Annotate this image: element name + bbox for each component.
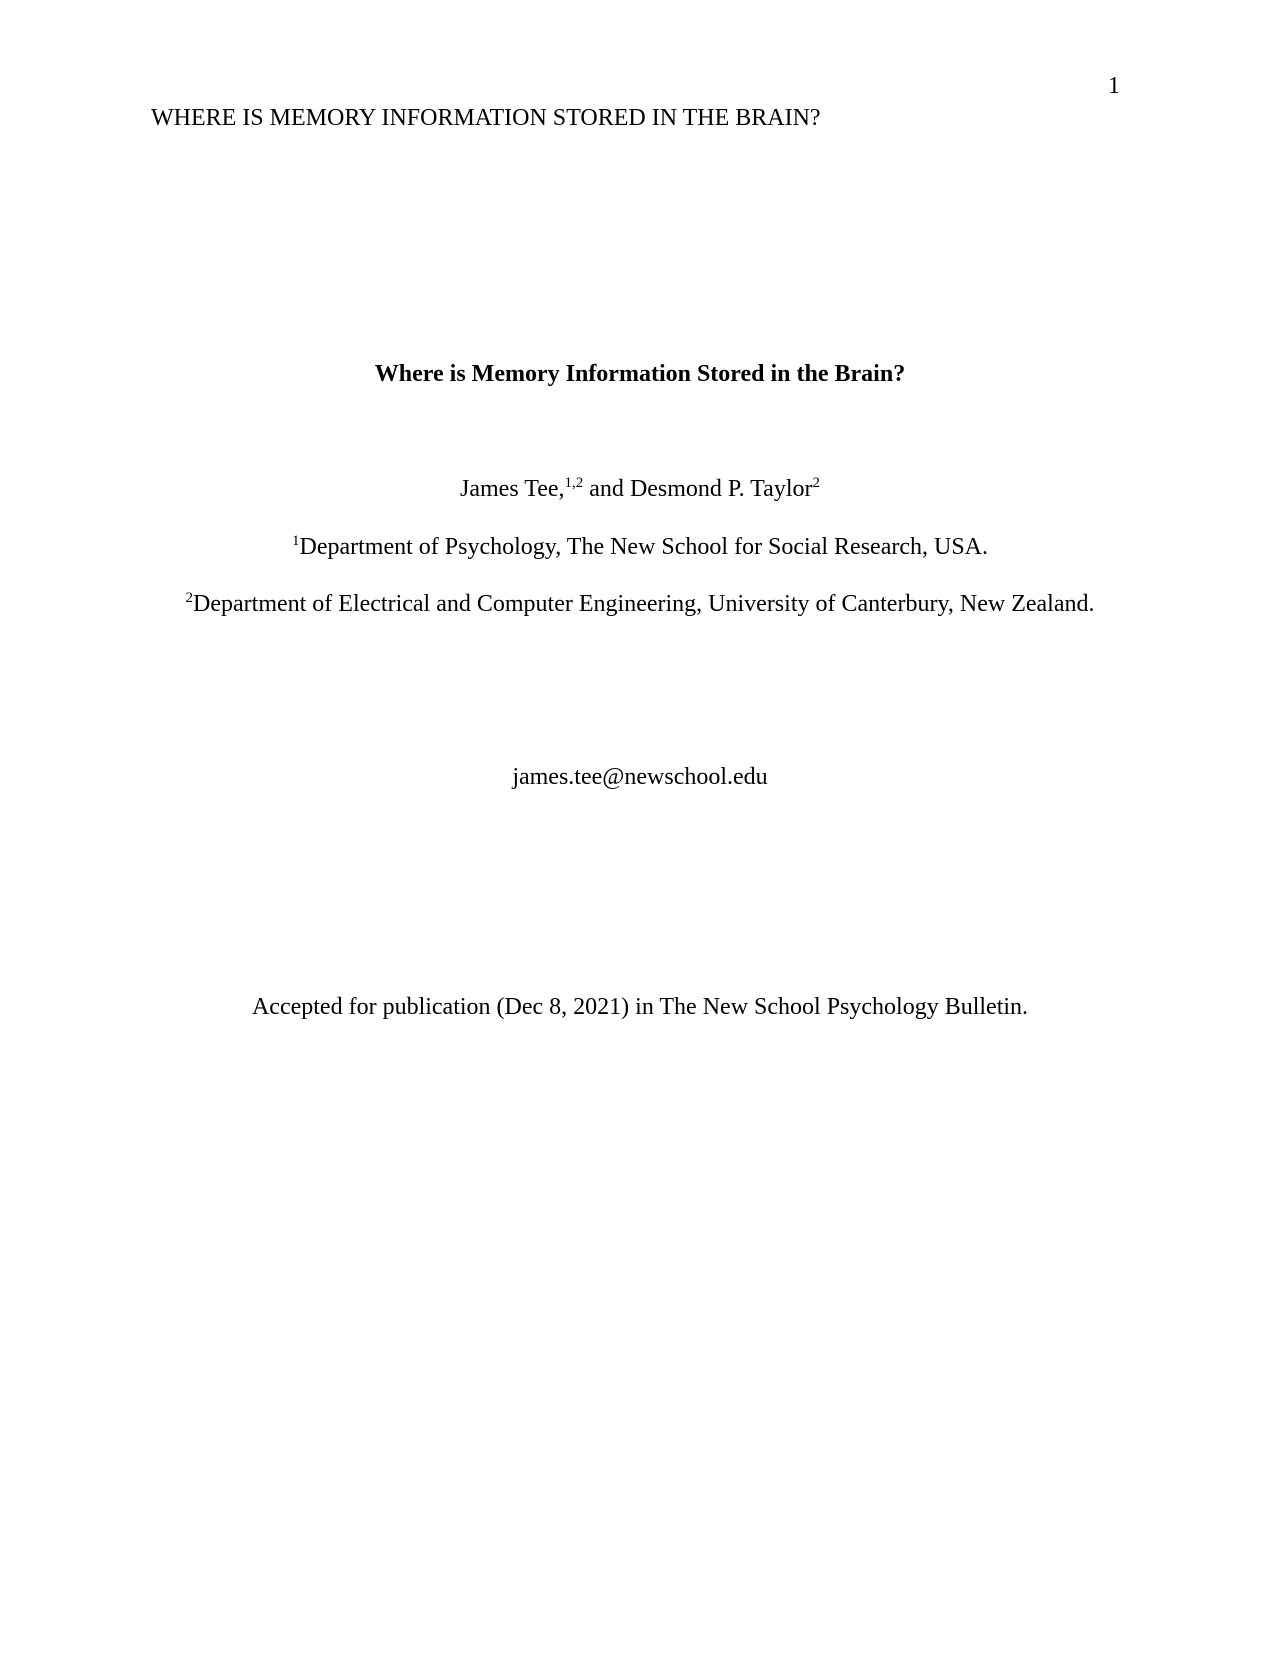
author-1-name: James Tee, bbox=[460, 476, 565, 502]
page-number: 1 bbox=[1108, 73, 1120, 99]
affiliation-1-text: Department of Psychology, The New School for Social Research, USA. bbox=[299, 534, 989, 560]
affiliation-2-marker: 2 bbox=[185, 590, 194, 606]
contact-email: james.tee@newschool.edu bbox=[512, 764, 768, 790]
author-1-affiliation-marker: 1,2 bbox=[564, 475, 584, 491]
running-head: WHERE IS MEMORY INFORMATION STORED IN THE BRAIN? bbox=[151, 105, 821, 131]
affiliation-1 bbox=[0, 535, 1280, 559]
acceptance-note: Accepted for publication (Dec 8, 2021) in The New School Psychology Bulletin. bbox=[251, 994, 1029, 1020]
affiliation-2 bbox=[0, 592, 1280, 616]
author-2-affiliation-marker: 2 bbox=[812, 475, 820, 491]
affiliation-2-text: Department of Electrical and Computer Engineering, University of Canterbury, New Zealand. bbox=[193, 591, 1095, 617]
paper-title: Where is Memory Information Stored in the Brain? bbox=[374, 361, 906, 387]
author-line bbox=[0, 477, 1280, 501]
author-connector: and bbox=[583, 476, 630, 502]
affiliation-1-marker: 1 bbox=[291, 533, 300, 549]
author-2-name: Desmond P. Taylor bbox=[629, 476, 813, 502]
